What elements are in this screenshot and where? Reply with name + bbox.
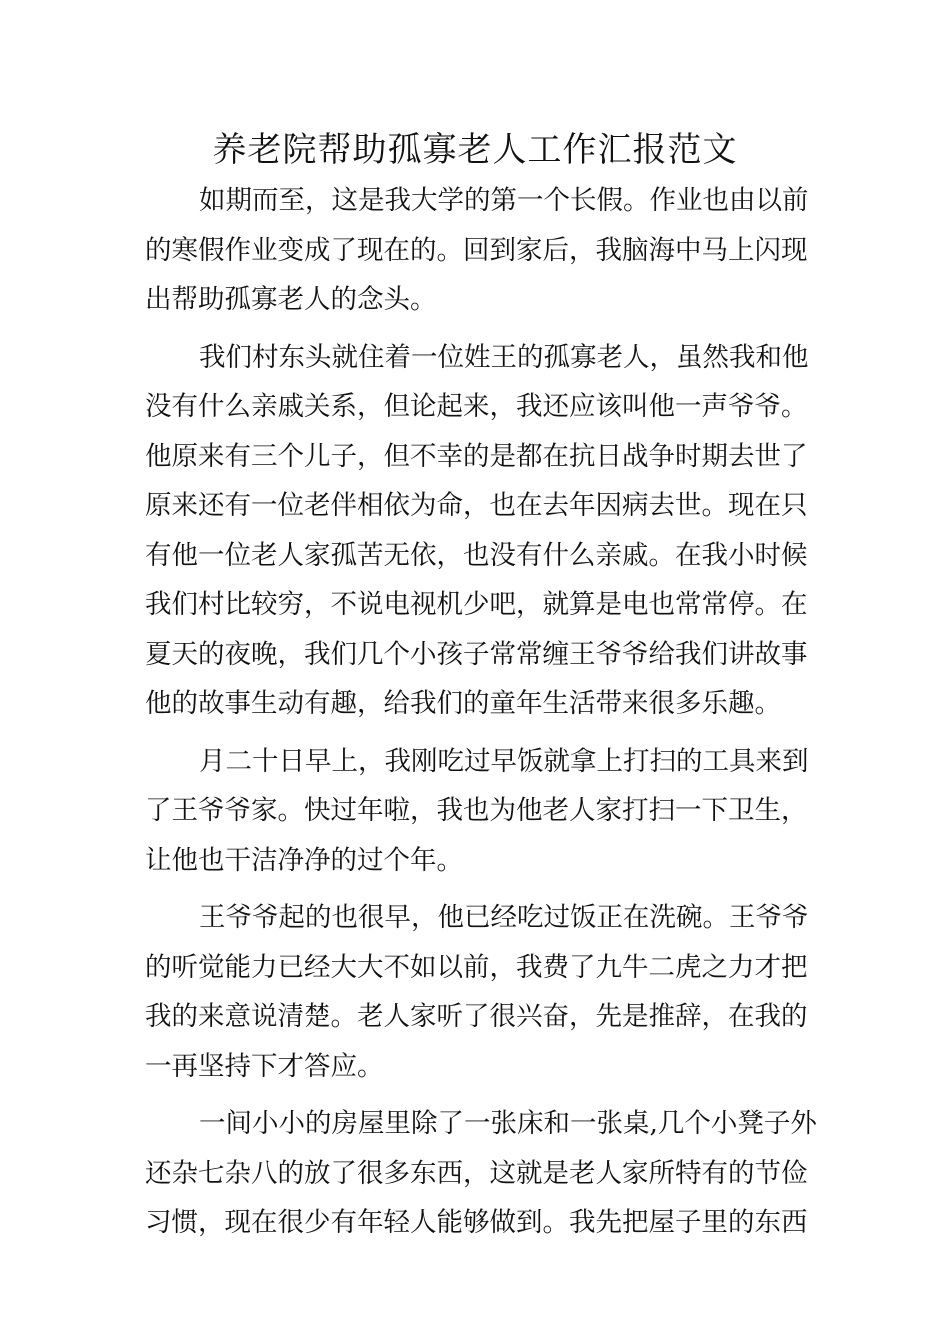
text-line: 的寒假作业变成了现在的。回到家后，我脑海中马上闪现 xyxy=(145,234,808,266)
document-body xyxy=(145,176,817,1256)
text-line: 习惯，现在很少有年轻人能够做到。我先把屋子里的东西 xyxy=(145,1207,808,1238)
text-line: 让他也干洁净净的过个年。 xyxy=(145,844,463,876)
text-line: 的听觉能力已经大大不如以前，我费了九牛二虎之力才把 xyxy=(145,951,808,983)
paragraph-4 xyxy=(145,893,809,1091)
paragraph-1 xyxy=(145,176,809,325)
text-line: 有他一位老人家孤苦无依，也没有什么亲戚。在我小时候 xyxy=(145,539,808,571)
text-line: 一再坚持下才答应。 xyxy=(145,1050,384,1082)
text-line: 出帮助孤寡老人的念头。 xyxy=(145,284,437,315)
document-title: 养老院帮助孤寡老人工作汇报范文 xyxy=(212,130,738,170)
text-line: 我们村东头就住着一位姓王的孤寡老人，虽然我和他 xyxy=(199,341,809,373)
text-line: 没有什么亲戚关系，但论起来，我还应该叫他一声爷爷。 xyxy=(145,391,808,422)
text-line: 原来还有一位老伴相依为命，也在去年因病去世。现在只 xyxy=(145,490,808,521)
text-line: 他的故事生动有趣，给我们的童年生活带来很多乐趣。 xyxy=(145,688,781,719)
paragraph-3 xyxy=(145,737,809,886)
text-line: 我的来意说清楚。老人家听了很兴奋，先是推辞，在我的 xyxy=(145,1001,808,1032)
text-line: 一间小小的房屋里除了一张床和一张桌,几个小凳子外 xyxy=(199,1108,817,1139)
text-line: 月二十日早上，我刚吃过早饭就拿上打扫的工具来到 xyxy=(199,745,809,777)
paragraph-2 xyxy=(145,333,809,729)
text-line: 王爷爷起的也很早，他已经吃过饭正在洗碗。王爷爷 xyxy=(199,902,809,933)
text-line: 了王爷爷家。快过年啦，我也为他老人家打扫一下卫生， xyxy=(145,795,808,826)
text-line: 我们村比较穷，不说电视机少吧，就算是电也常常停。在 xyxy=(145,589,808,620)
text-line: 还杂七杂八的放了很多东西，这就是老人家所特有的节俭 xyxy=(145,1157,808,1189)
paragraph-5 xyxy=(145,1099,817,1248)
text-line: 如期而至，这是我大学的第一个长假。作业也由以前 xyxy=(199,185,809,216)
text-line: 他原来有三个儿子，但不幸的是都在抗日战争时期去世了 xyxy=(145,440,808,472)
text-line: 夏天的夜晚，我们几个小孩子常常缠王爷爷给我们讲故事 xyxy=(145,638,808,670)
